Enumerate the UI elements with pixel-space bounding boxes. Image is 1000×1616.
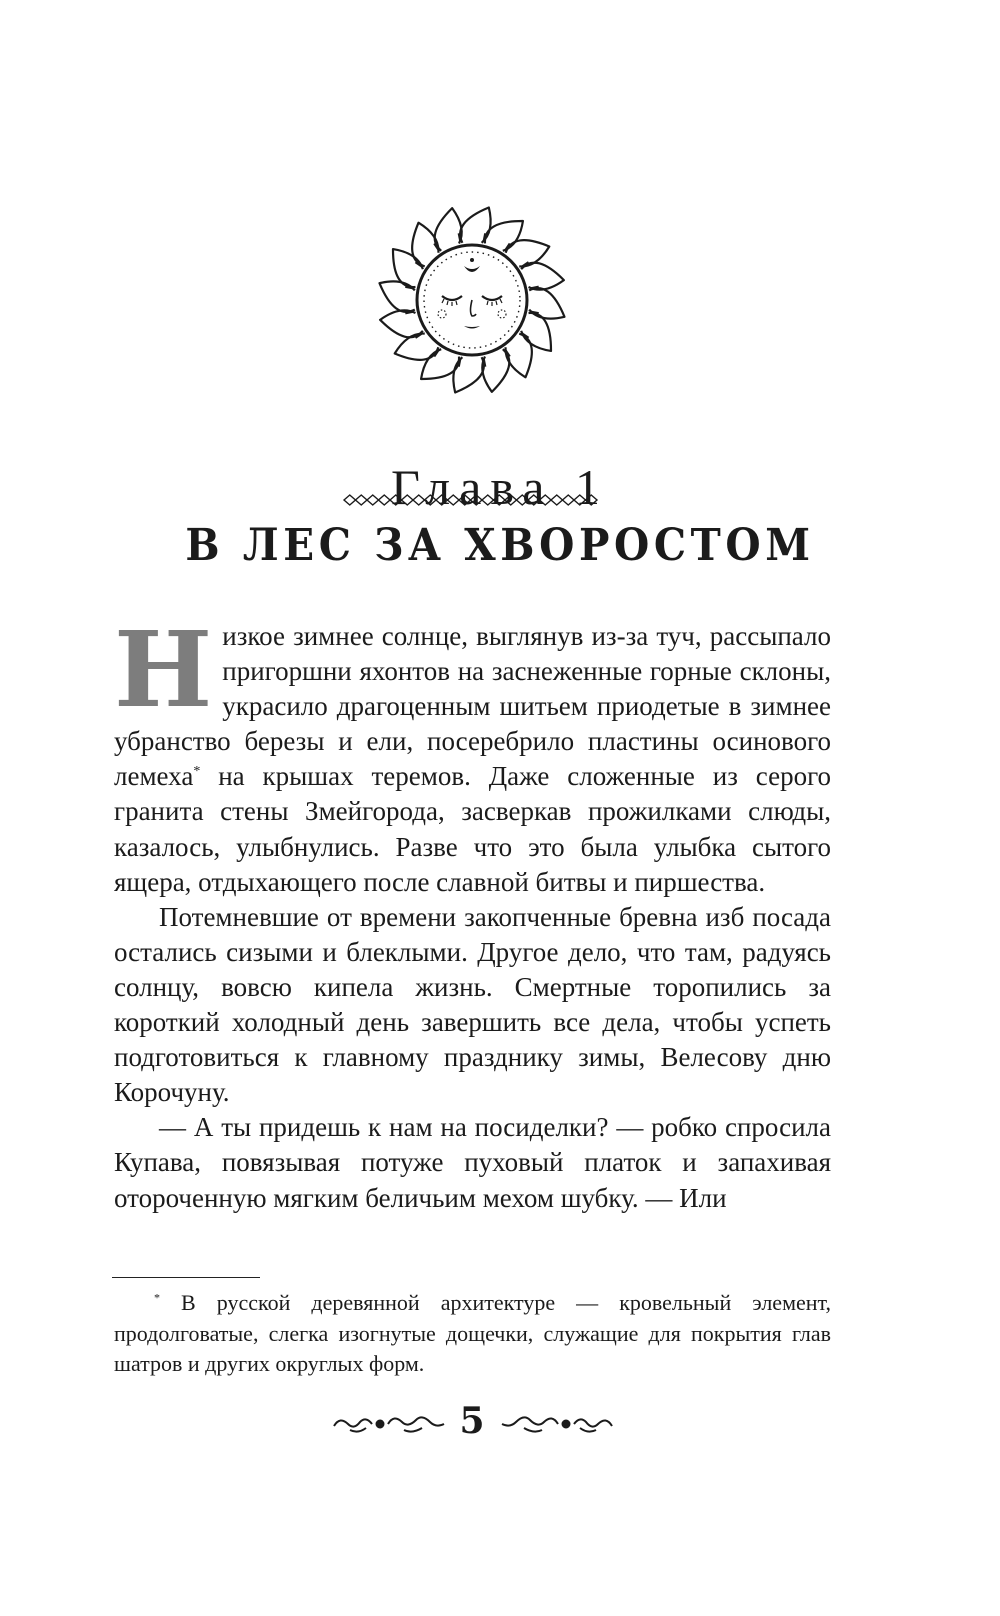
footnote-text: В русской деревянной архитектуре — кровельный элемент, продолговатые, слегка изогнутые дощечки, служащие для покрытия глав шатров и других округлых форм.	[114, 1290, 831, 1376]
diamond-link	[402, 495, 414, 505]
diamond-link	[448, 495, 460, 505]
footnote-reference: *	[193, 764, 201, 780]
diamond-link	[586, 495, 598, 505]
diamond-link	[482, 495, 494, 505]
sun-ray-tick	[531, 287, 539, 289]
diamond-link	[390, 495, 402, 505]
diamond-link	[563, 495, 575, 505]
footnote-mark: *	[154, 1290, 160, 1305]
diamond-link	[528, 495, 540, 505]
paragraph-1	[114, 608, 831, 900]
diamond-link	[551, 495, 563, 505]
diamond-link	[471, 495, 483, 505]
diamond-link	[367, 495, 379, 505]
diamond-link	[379, 495, 391, 505]
footnote	[114, 1288, 831, 1380]
paragraph-1-text-a: изкое зимнее солнце, выглянув из-за туч, рассыпало пригоршни яхонтов на заснеженные горные склоны, украсило драгоценным шитьем приодетые в зимнее убранство березы и ели, посеребрило пластины осинового лемеха	[114, 621, 831, 792]
diamond-link	[540, 495, 552, 505]
chapter-body	[114, 608, 831, 1216]
page-number: 5	[459, 1400, 485, 1442]
diamond-link	[356, 495, 368, 505]
diamond-link	[413, 495, 425, 505]
chapter-title: В ЛЕС ЗА ХВОРОСТОМ	[185, 520, 815, 571]
drop-cap: Н	[114, 608, 213, 731]
diamond-link	[344, 495, 356, 505]
flourish-ornament-left-icon	[330, 1412, 448, 1436]
diamond-link	[459, 495, 471, 505]
paragraph-1-text-b: на крышах теремов. Даже сложенные из серого гранита стены Змейгорода, засверкав прожилками слюды, казалось, улыбнулись. Разве что это была улыбка сытого ящера, отдыхающего после славной битвы и пиршества.	[114, 761, 831, 897]
footnote-separator	[112, 1277, 260, 1278]
diamond-link	[494, 495, 506, 505]
paragraph-2: Потемневшие от времени закопченные бревна изб посада остались сизыми и блеклыми. Другое дело, что там, радуясь солнцу, вовсю кипела жизнь. Смертные торопились за короткий холодный день завершить все дела, чтобы успеть подготовиться к главному празднику зимы, Велесову дню Корочуну.	[114, 901, 831, 1108]
diamond-link	[505, 495, 517, 505]
paragraph-3: — А ты придешь к нам на посиделки? — робко спросила Купава, повязывая потуже пуховый платок и запахивая отороченную мягким беличьим мехом шубку. — Или	[114, 1112, 831, 1213]
diamond-link	[517, 495, 529, 505]
diamond-link	[436, 495, 448, 505]
diamond-chain-divider	[340, 492, 602, 508]
sun-face-icon	[372, 200, 572, 400]
diamond-link	[574, 495, 586, 505]
diamond-link	[425, 495, 437, 505]
chapter-label: Глава 1	[391, 459, 609, 515]
flourish-ornament-right-icon	[498, 1412, 616, 1436]
